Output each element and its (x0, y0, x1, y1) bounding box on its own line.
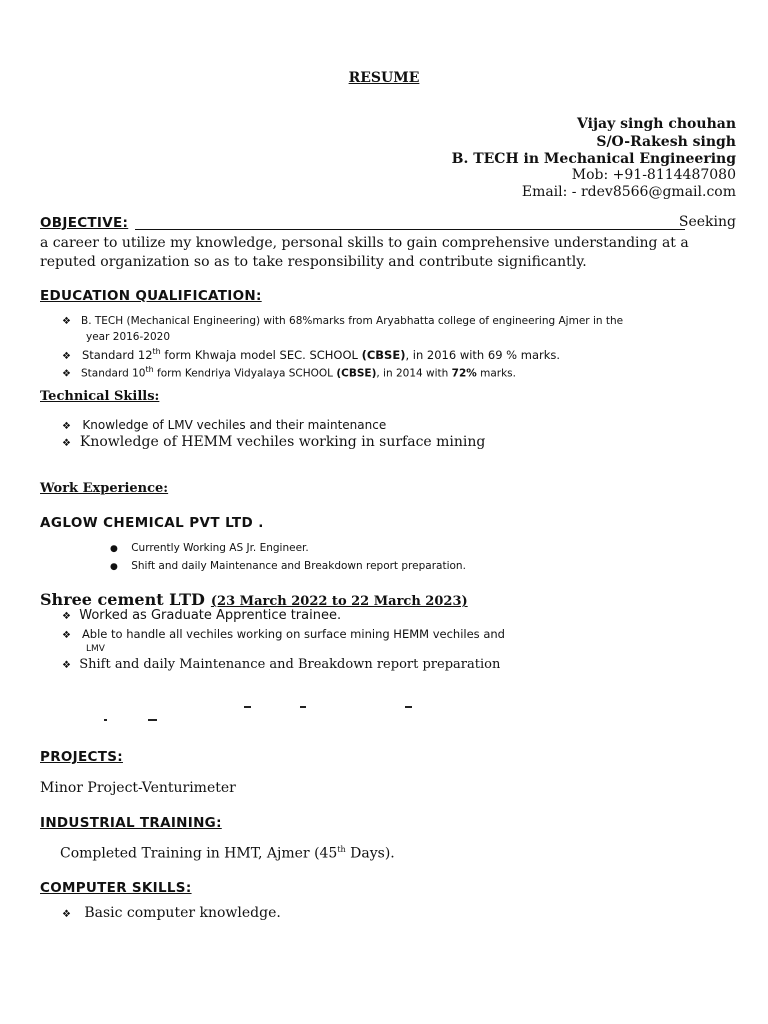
edu-12-board: (CBSE) (361, 347, 406, 362)
shree-item-text: Able to handle all vechiles working on surface mining HEMM vechiles and (81, 627, 505, 641)
company-shree-dates: (23 March 2022 to 22 March 2023) (210, 594, 468, 609)
objective-lead: Seeking (678, 214, 736, 230)
objective-heading: OBJECTIVE: (40, 215, 129, 231)
training-sup: th (337, 845, 346, 854)
aglow-item-text: Currently Working AS Jr. Engineer. (131, 542, 309, 554)
diamond-bullet-icon: ❖ (62, 660, 71, 671)
resume-title: RESUME (348, 70, 420, 86)
scan-mark (405, 706, 412, 708)
technical-item-text: Knowledge of HEMM vechiles working in surface mining (79, 434, 486, 450)
edu-10-percent: 72% (451, 367, 477, 380)
projects-heading: PROJECTS: (40, 749, 123, 765)
diamond-bullet-icon: ❖ (62, 630, 71, 641)
email: Email: - rdev8566@gmail.com (521, 184, 736, 200)
computer-item (62, 905, 281, 921)
company-aglow: AGLOW CHEMICAL PVT LTD . (40, 515, 264, 531)
objective-underline (135, 229, 685, 230)
edu-10-board: (CBSE) (336, 367, 377, 380)
education-item (62, 365, 516, 380)
diamond-bullet-icon: ❖ (62, 316, 71, 327)
diamond-bullet-icon: ❖ (62, 421, 71, 432)
diamond-bullet-icon: ❖ (62, 350, 71, 362)
parent-name: S/O-Rakesh singh (596, 134, 736, 150)
scan-mark (148, 719, 157, 721)
objective-text: a career to utilize my knowledge, personal skills to gain comprehensive understanding at a reputed organization so as to take responsibility and contribute significantly. (40, 235, 689, 270)
aglow-item (110, 560, 466, 572)
technical-item-text: Knowledge of LMV vechiles and their maintenance (82, 418, 387, 432)
scan-mark (300, 706, 306, 708)
education-item-line1: B. TECH (Mechanical Engineering) with 68%marks from Aryabhatta college of engineering Ajmer in the (80, 315, 624, 327)
aglow-item-text: Shift and daily Maintenance and Breakdown report preparation. (131, 560, 466, 572)
education-heading: EDUCATION QUALIFICATION: (40, 288, 262, 304)
computer-heading: COMPUTER SKILLS: (40, 880, 192, 896)
edu-12-school: form Khwaja model SEC. SCHOOL (160, 347, 362, 362)
aglow-item (110, 542, 309, 554)
edu-10-suffix: marks. (476, 367, 516, 380)
work-heading: Work Experience: (40, 481, 169, 496)
computer-item-text: Basic computer knowledge. (84, 905, 281, 921)
diamond-bullet-icon: ❖ (62, 611, 71, 622)
edu-10-school: form Kendriya Vidyalaya SCHOOL (153, 367, 337, 380)
training-text (60, 845, 395, 862)
shree-item-continuation: LMV (86, 644, 105, 654)
edu-10-text: Standard 10 (80, 367, 146, 380)
technical-item (62, 434, 485, 450)
shree-item (62, 657, 500, 672)
edu-10-year: , in 2014 with (376, 367, 452, 380)
education-item (62, 315, 623, 327)
shree-item-text: Shift and daily Maintenance and Breakdown report preparation (79, 657, 501, 672)
technical-item (62, 418, 386, 432)
shree-item (62, 627, 505, 641)
edu-12-result: , in 2016 with 69 % marks. (405, 347, 561, 362)
diamond-bullet-icon: ❖ (62, 909, 71, 920)
degree: B. TECH in Mechanical Engineering (451, 151, 736, 167)
scan-mark (104, 719, 107, 721)
edu-12-text: Standard 12 (81, 347, 153, 362)
edu-12-sup: th (152, 347, 161, 356)
candidate-name: Vijay singh chouhan (577, 116, 736, 132)
training-heading: INDUSTRIAL TRAINING: (40, 815, 222, 831)
shree-item-text: Worked as Graduate Apprentice trainee. (79, 608, 342, 623)
mobile: Mob: +91-8114487080 (571, 167, 736, 183)
training-text-main: Completed Training in HMT, Ajmer (45 (60, 845, 338, 862)
training-text-tail: Days). (345, 845, 395, 862)
technical-heading: Technical Skills: (40, 389, 160, 404)
scan-mark (244, 706, 251, 708)
company-shree-name: Shree cement LTD (40, 590, 205, 609)
education-item (62, 347, 560, 362)
edu-10-sup: th (145, 365, 154, 374)
diamond-bullet-icon: ❖ (62, 438, 71, 449)
projects-text: Minor Project-Venturimeter (40, 780, 236, 796)
shree-item (62, 608, 341, 623)
education-item-line2: year 2016-2020 (86, 331, 170, 343)
company-shree (40, 590, 468, 609)
dot-bullet-icon: ● (110, 562, 118, 572)
dot-bullet-icon: ● (110, 544, 118, 554)
diamond-bullet-icon: ❖ (62, 368, 71, 380)
